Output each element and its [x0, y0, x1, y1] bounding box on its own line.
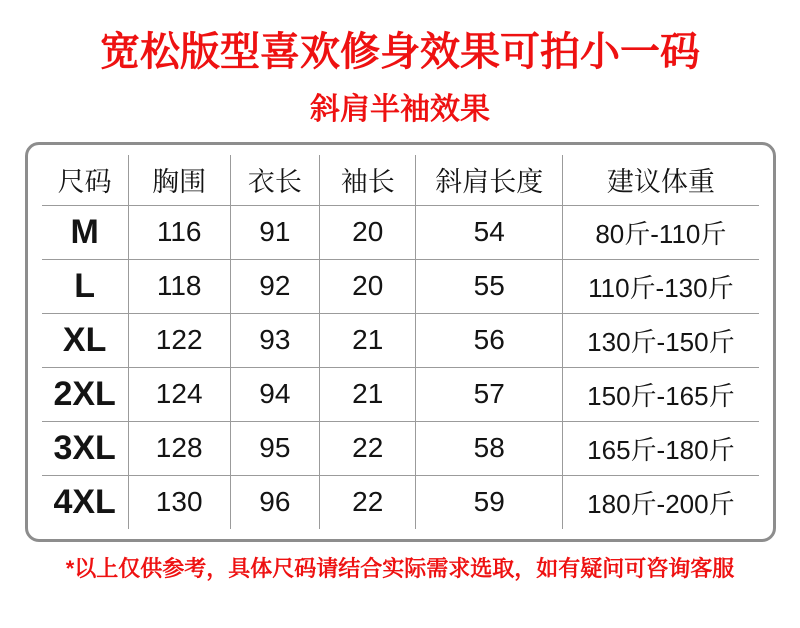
cell-sleeve: 20 — [320, 205, 416, 259]
col-header-size: 尺码 — [42, 155, 129, 205]
cell-length: 91 — [230, 205, 320, 259]
table-row-l — [42, 259, 759, 313]
cell-slant-shoulder: 55 — [416, 259, 563, 313]
cell-sleeve: 22 — [320, 421, 416, 475]
cell-bust: 128 — [128, 421, 230, 475]
cell-slant-shoulder: 54 — [416, 205, 563, 259]
cell-slant-shoulder: 59 — [416, 475, 563, 529]
table-row-m — [42, 205, 759, 259]
cell-bust: 122 — [128, 313, 230, 367]
page-title: 宽松版型喜欢修身效果可拍小一码 — [100, 30, 700, 74]
cell-length: 95 — [230, 421, 320, 475]
cell-size: M — [42, 205, 129, 259]
cell-length: 92 — [230, 259, 320, 313]
cell-size: 2XL — [42, 367, 129, 421]
table-row-3xl — [42, 421, 759, 475]
cell-bust: 130 — [128, 475, 230, 529]
col-header-bust: 胸围 — [128, 155, 230, 205]
cell-size: L — [42, 259, 129, 313]
cell-weight: 150斤-165斤 — [563, 367, 759, 421]
cell-slant-shoulder: 57 — [416, 367, 563, 421]
col-header-length: 衣长 — [230, 155, 320, 205]
cell-sleeve: 21 — [320, 367, 416, 421]
col-header-slant-shoulder: 斜肩长度 — [416, 155, 563, 205]
cell-slant-shoulder: 56 — [416, 313, 563, 367]
cell-size: 3XL — [42, 421, 129, 475]
cell-sleeve: 20 — [320, 259, 416, 313]
cell-sleeve: 21 — [320, 313, 416, 367]
size-table-frame — [25, 142, 776, 542]
cell-length: 96 — [230, 475, 320, 529]
footnote: *以上仅供参考，具体尺码请结合实际需求选取，如有疑问可咨询客服 — [65, 556, 735, 581]
cell-weight: 80斤-110斤 — [563, 205, 759, 259]
cell-bust: 118 — [128, 259, 230, 313]
header-row — [42, 155, 759, 205]
table-row-4xl — [42, 475, 759, 529]
cell-weight: 165斤-180斤 — [563, 421, 759, 475]
cell-length: 94 — [230, 367, 320, 421]
cell-length: 93 — [230, 313, 320, 367]
page-subtitle: 斜肩半袖效果 — [310, 93, 490, 126]
table-row-xl — [42, 313, 759, 367]
size-table — [42, 155, 759, 529]
cell-size: XL — [42, 313, 129, 367]
cell-bust: 124 — [128, 367, 230, 421]
cell-sleeve: 22 — [320, 475, 416, 529]
cell-weight: 180斤-200斤 — [563, 475, 759, 529]
col-header-weight: 建议体重 — [563, 155, 759, 205]
table-row-2xl — [42, 367, 759, 421]
cell-bust: 116 — [128, 205, 230, 259]
col-header-sleeve: 袖长 — [320, 155, 416, 205]
cell-size: 4XL — [42, 475, 129, 529]
cell-weight: 130斤-150斤 — [563, 313, 759, 367]
cell-slant-shoulder: 58 — [416, 421, 563, 475]
size-chart-page — [0, 28, 800, 583]
cell-weight: 110斤-130斤 — [563, 259, 759, 313]
